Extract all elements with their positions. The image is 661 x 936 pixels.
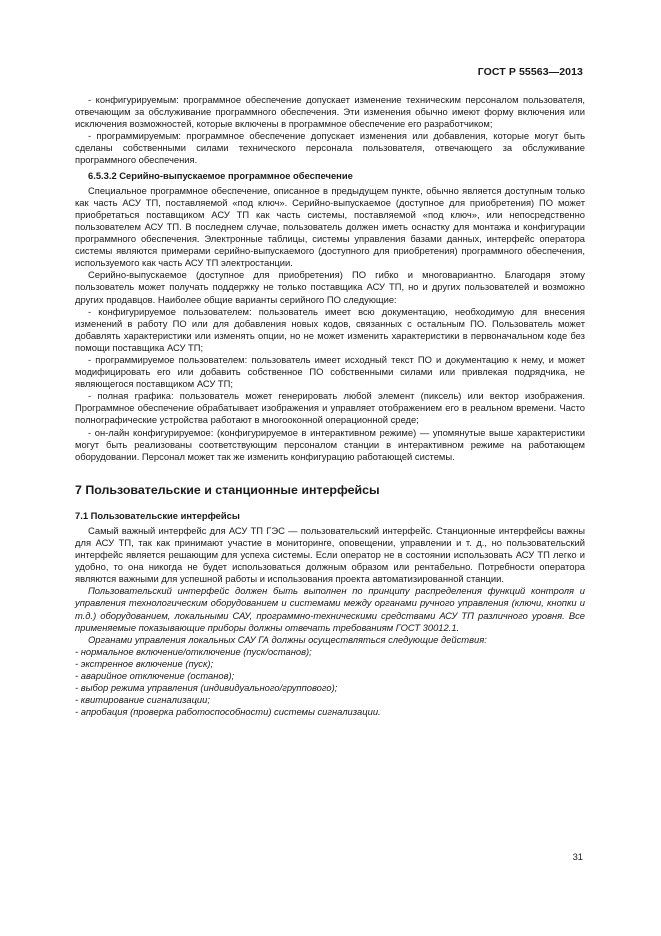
list-item: - экстренное включение (пуск); (75, 657, 214, 669)
paragraph: Серийно-выпускаемое (доступное для приобретения) ПО гибко и многовариантно. Благодаря этому пользователь может получать поддержку не только поставщика АСУ ТП, но и других пользователей и возможно других продавцов. Наиболее общие варианты серийного ПО следующие: (75, 269, 585, 305)
list-item: - квитирование сигнализации; (75, 694, 210, 706)
list-item: - конфигурируемое пользователем: пользователь имеет всю документацию, необходимую для внесения изменений в работу ПО или для добавления новых кодов, связанных с остальным ПО. Пользователь может добавлять характеристики или изменять опции, но не может изменить характеристики в первоначальном коде без помощи поставщика АСУ ТП; (75, 305, 585, 353)
list-item: - программируемое пользователем: пользователь имеет исходный текст ПО и документацию к нему, и может модифицировать его или добавить собственное ПО собственными силами или привлекая подрядчика, не являющегося поставщиком АСУ ТП; (75, 353, 585, 390)
list-item: - аварийное отключение (останов); (75, 670, 235, 682)
list-item: - полная графика: пользователь может генерировать любой элемент (пиксель) или вектор изображения. Программное обеспечение обрабатывает изображения и управляет отображением его в реальном времени. Часто полнографические устройства работают в многооконной операционной среде; (75, 390, 585, 426)
page-number: 31 (572, 851, 583, 862)
paragraph: Самый важный интерфейс для АСУ ТП ГЭС — пользовательский интерфейс. Станционные интерфейсы важны для АСУ ТП, так как принимают участие в мониторинге, оповещении, управлении и т. д., но пользовательский интерфейс является решающим для успеха системы. Если оператор не в состоянии использовать АСУ ТП легко и удобно, то она никогда не будет использоваться должным образом или рентабельно. Потребности оператора являются важными для успешной работы и использования проекта автоматизированной станции. (75, 524, 585, 585)
subsection-title-6-5-3-2: 6.5.3.2 Серийно-выпускаемое программное обеспечение (88, 169, 353, 181)
italic-paragraph: Пользовательский интерфейс должен быть выполнен по принципу распределения функций контроля и управления технологическим оборудованием и системами между органами ручного управления (ключи, кнопки и т.д.) оборудованием, локальными САУ, программно-техническими средствами АСУ ТП различного уровня. Все применяемые показывающие приборы должны отвечать требованиям ГОСТ 30012.1. (75, 585, 585, 633)
subsection-title-7-1: 7.1 Пользовательские интерфейсы (75, 509, 240, 521)
list-item: - он-лайн конфигурируемое: (конфигурируемое в интерактивном режиме) — упомянутые выше характеристики могут быть реализованы соответствующим персоналом станции в интерактивном режиме на работающем оборудовании. Персонал может так же изменить конфигурацию работающей системы. (75, 426, 585, 462)
paragraph: Специальное программное обеспечение, описанное в предыдущем пункте, обычно является доступным только как часть АСУ ТП, поставляемой «под ключ». Серийно-выпускаемое (доступное для приобретения) ПО может приобретаться поставщиком АСУ ТП как часть системы, поставляемой «под ключ», или непосредственно пользователем АСУ ТП. В последнем случае, пользователь должен иметь оснастку для монтажа и конфигурации программного обеспечения. Электронные таблицы, системы управления базами данных, интерфейс оператора системы являются примерами серийно-выпускаемого (доступного для приобретения) программного обеспечения, используемого как часть АСУ ТП электростанции. (75, 184, 585, 269)
list-item: - выбор режима управления (индивидуального/группового); (75, 682, 338, 694)
document-code: ГОСТ Р 55563—2013 (477, 66, 583, 78)
list-item: - апробация (проверка работоспособности) системы сигнализации. (75, 706, 381, 718)
list-item: - программируемым: программное обеспечение допускает изменения или добавления, которые могут быть сделаны собственными силами технического персонала пользователя, отвечающего за обслуживание программного обеспечения. (75, 130, 585, 166)
page-body (75, 94, 585, 718)
italic-paragraph: Органами управления локальных САУ ГА должны осуществляться следующие действия: (88, 633, 487, 645)
list-item: - нормальное включение/отключение (пуск/останов); (75, 645, 312, 657)
section-title-7: 7 Пользовательские и станционные интерфейсы (75, 482, 380, 497)
list-item: - конфигурируемым: программное обеспечение допускает изменение техническим персоналом пользователя, отвечающим за обслуживание программного обеспечения. Эти изменения обычно имеют форму включения или исключения возможностей, которые включены в программное обеспечение его разработчиком; (75, 94, 585, 130)
